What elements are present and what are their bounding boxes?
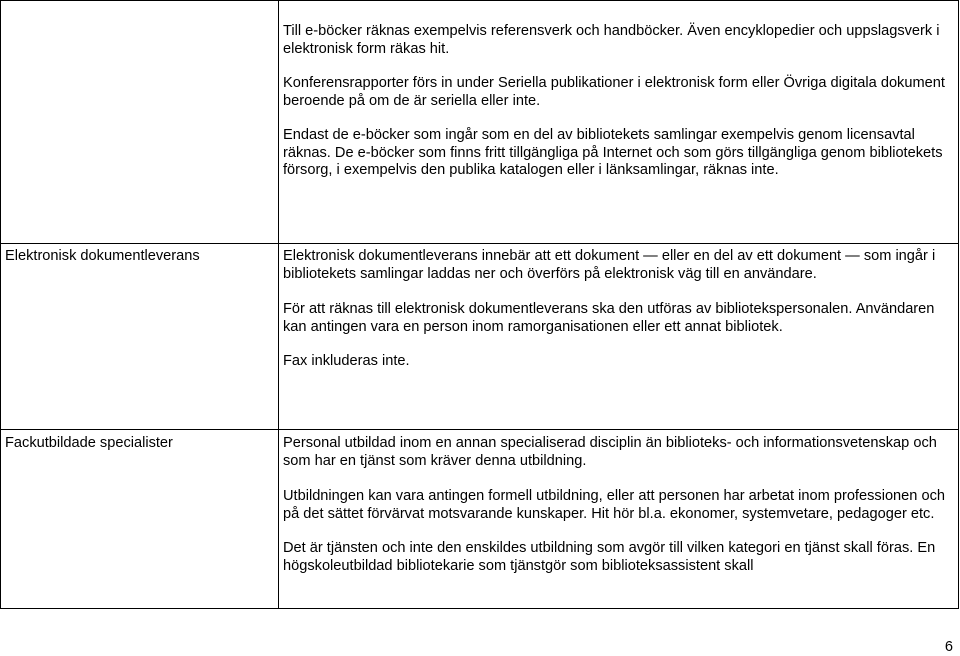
term-cell: Fackutbildade specialister	[1, 430, 279, 609]
description-paragraph: Till e-böcker räknas exempelvis referensverk och handböcker. Även encyklopedier och uppslagsverk i elektronisk form räkas hit.	[283, 23, 940, 57]
description-cell	[279, 244, 959, 430]
table-row	[1, 1, 959, 244]
description-paragraph: Personal utbildad inom en annan specialiserad disciplin än biblioteks- och informationsvetenskap och som har en tjänst som kräver denna utbildning.	[283, 435, 937, 469]
term-cell	[1, 1, 279, 244]
description-paragraph: Elektronisk dokumentleverans innebär att ett dokument — eller en del av ett dokument — som ingår i bibliotekets samlingar laddas ner och överförs på elektronisk väg till en användare.	[283, 248, 936, 282]
description-paragraph: Endast de e-böcker som ingår som en del av bibliotekets samlingar exempelvis genom licensavtal räknas. De e-böcker som finns fritt tillgängliga på Internet och som görs tillgängliga genom bibliotekets försorg, i exempelvis den publika katalogen eller i länksamlingar, räknas inte.	[283, 127, 943, 178]
description-paragraph: Konferensrapporter förs in under Seriella publikationer i elektronisk form eller Övriga digitala dokument beroende på om de är seriella eller inte.	[283, 75, 945, 109]
table-row	[1, 244, 959, 430]
page-number: 6	[944, 639, 953, 655]
description-paragraph: Det är tjänsten och inte den enskildes utbildning som avgör till vilken kategori en tjänst skall föras. En högskoleutbildad bibliotekarie som tjänstgör som biblioteksassistent skall	[283, 540, 936, 574]
table-row	[1, 430, 959, 609]
term-cell: Elektronisk dokumentleverans	[1, 244, 279, 430]
description-paragraph: Utbildningen kan vara antingen formell utbildning, eller att personen har arbetat inom professionen och på det sättet förvärvat motsvarande kunskaper. Hit hör bl.a. ekonomer, systemvetare, pedagoger etc.	[283, 488, 945, 522]
description-paragraph: För att räknas till elektronisk dokumentleverans ska den utföras av bibliotekspersonalen. Användaren kan antingen vara en person inom ramorganisationen eller ett annat bibliotek.	[283, 301, 935, 335]
description-cell	[279, 1, 959, 244]
description-cell	[279, 430, 959, 609]
description-paragraph: Fax inkluderas inte.	[283, 353, 410, 369]
